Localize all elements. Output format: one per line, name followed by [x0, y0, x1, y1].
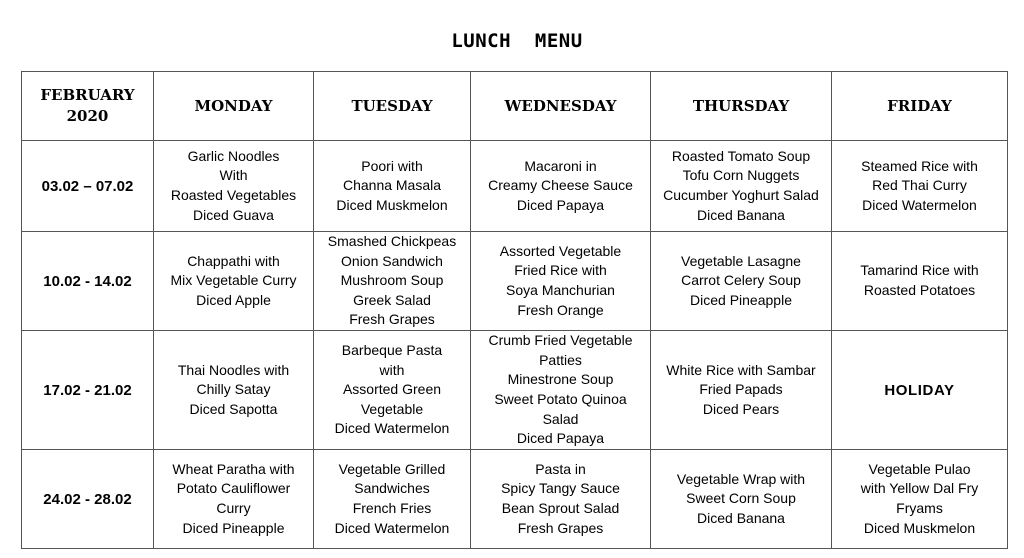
year-label: 2020	[66, 107, 109, 125]
menu-cell-friday	[832, 232, 1008, 331]
menu-cell-tuesday	[314, 331, 471, 450]
dish-item: Roasted Vegetables	[170, 187, 297, 203]
day-header-friday: FRIDAY	[832, 72, 1008, 141]
dish-item: Fried Rice with	[514, 262, 607, 279]
dish-item: Roasted Tomato Soup	[671, 147, 811, 164]
dish-item: Assorted Vegetable	[499, 242, 622, 259]
dish-item: Potato Cauliflower	[176, 480, 291, 497]
dish-item: White Rice with Sambar	[666, 361, 816, 378]
dish-item: Greek Salad	[353, 291, 431, 308]
dish-item: Diced Banana	[697, 206, 785, 223]
dish-item: Mix Vegetable Curry	[170, 272, 297, 289]
lunch-menu-table	[21, 71, 1008, 549]
day-header-monday: MONDAY	[154, 72, 314, 141]
menu-cell-thursday	[651, 331, 832, 450]
dish-item: Diced Pineapple	[690, 291, 792, 308]
dish-item: With	[219, 167, 248, 184]
menu-cell-tuesday	[314, 141, 471, 232]
menu-cell-wednesday	[471, 450, 651, 549]
dish-item: Roasted Potatoes	[863, 282, 976, 298]
day-header-wednesday: WEDNESDAY	[471, 72, 651, 141]
menu-cell-friday	[832, 141, 1008, 232]
dish-item: Diced Watermelon	[334, 420, 450, 437]
menu-cell-thursday	[651, 232, 832, 331]
dish-item: Steamed Rice with	[861, 157, 978, 174]
dish-item: Curry	[216, 500, 251, 516]
dish-item: Diced Guava	[193, 206, 274, 223]
menu-cell-wednesday	[471, 141, 651, 232]
dish-item: Garlic Noodles	[187, 147, 280, 164]
dish-item: Crumb Fried Vegetable	[488, 332, 633, 349]
dish-item: Diced Watermelon	[862, 196, 977, 213]
dish-item: Sweet Corn Soup	[686, 490, 796, 507]
dish-item: with	[379, 361, 405, 378]
dish-item: Diced Pineapple	[182, 519, 285, 536]
dish-item: Barbeque Pasta	[341, 342, 443, 359]
menu-cell-wednesday	[471, 331, 651, 450]
dish-item: Fryams	[896, 500, 943, 516]
dish-item: Macaroni in	[524, 157, 597, 174]
menu-cell-tuesday	[314, 232, 471, 331]
dish-item: Tofu Corn Nuggets	[682, 167, 800, 184]
dish-item: Thai Noodles with	[177, 361, 290, 378]
menu-cell-monday	[154, 450, 314, 549]
week-row	[22, 450, 1008, 549]
dish-item: Spicy Tangy Sauce	[501, 480, 620, 497]
menu-cell-wednesday	[471, 232, 651, 331]
dish-item: Sandwiches	[354, 480, 430, 497]
dish-item: Assorted Green	[342, 381, 442, 398]
day-header-thursday: THURSDAY	[651, 72, 832, 141]
dish-item: Poori with	[361, 157, 423, 174]
week-range: 03.02 – 07.02	[22, 141, 154, 232]
dish-item: Mushroom Soup	[340, 272, 444, 289]
dish-item: Vegetable	[360, 400, 424, 417]
page-title: LUNCH MENU	[451, 30, 583, 52]
header-row	[22, 72, 1008, 141]
dish-item: Diced Sapotta	[189, 400, 278, 417]
dish-item: Cucumber Yoghurt Salad	[663, 187, 819, 203]
dish-item: Fresh Orange	[517, 301, 604, 318]
dish-item: Smashed Chickpeas	[327, 233, 457, 250]
dish-item: Salad	[542, 410, 579, 427]
menu-cell-thursday	[651, 450, 832, 549]
month-label: FEBRUARY	[40, 86, 135, 104]
dish-item: Diced Watermelon	[334, 519, 450, 536]
dish-item: Diced Apple	[196, 291, 271, 308]
week-range: 10.02 - 14.02	[22, 232, 154, 331]
week-range: 17.02 - 21.02	[22, 331, 154, 450]
dish-item: Sweet Potato Quinoa	[494, 391, 627, 407]
dish-item: Bean Sprout Salad	[501, 500, 620, 516]
dish-item: Creamy Cheese Sauce	[488, 177, 633, 194]
week-row	[22, 141, 1008, 232]
dish-item: Chilly Satay	[196, 381, 271, 398]
week-row	[22, 331, 1008, 450]
dish-item: Carrot Celery Soup	[681, 272, 801, 289]
dish-item: Fried Papads	[699, 381, 783, 398]
menu-cell-monday	[154, 141, 314, 232]
month-header	[22, 72, 154, 141]
menu-cell-monday	[154, 232, 314, 331]
holiday-cell-friday: HOLIDAY	[832, 331, 1008, 450]
dish-item: Chappathi with	[187, 252, 280, 269]
dish-item: Vegetable Lasagne	[681, 252, 801, 269]
dish-item: Diced Banana	[697, 509, 785, 526]
dish-item: Diced Muskmelon	[336, 196, 448, 213]
menu-cell-monday	[154, 331, 314, 450]
week-row	[22, 232, 1008, 331]
dish-item: Vegetable Grilled	[338, 460, 446, 477]
dish-item: Pasta in	[535, 460, 586, 477]
dish-item: Soya Manchurian	[506, 282, 615, 298]
menu-cell-tuesday	[314, 450, 471, 549]
dish-item: Diced Muskmelon	[863, 519, 976, 536]
dish-item: with Yellow Dal Fry	[860, 480, 979, 497]
dish-item: Vegetable Pulao	[868, 460, 971, 477]
menu-cell-thursday	[651, 141, 832, 232]
dish-item: Wheat Paratha with	[172, 460, 295, 477]
dish-item: French Fries	[352, 500, 432, 516]
dish-item: Diced Papaya	[516, 196, 605, 213]
dish-item: Diced Pears	[702, 400, 780, 417]
dish-item: Red Thai Curry	[872, 177, 967, 194]
dish-item: Tamarind Rice with	[860, 262, 979, 279]
dish-item: Fresh Grapes	[517, 519, 604, 536]
week-range: 24.02 - 28.02	[22, 450, 154, 549]
menu-cell-friday	[832, 450, 1008, 549]
dish-item: Onion Sandwich	[341, 252, 443, 269]
day-header-tuesday: TUESDAY	[314, 72, 471, 141]
dish-item: Channa Masala	[342, 177, 442, 194]
dish-item: Vegetable Wrap with	[676, 470, 806, 487]
dish-item: Minestrone Soup	[507, 371, 614, 388]
dish-item: Patties	[539, 351, 582, 368]
dish-item: Fresh Grapes	[349, 311, 435, 328]
dish-item: Diced Papaya	[516, 430, 605, 447]
